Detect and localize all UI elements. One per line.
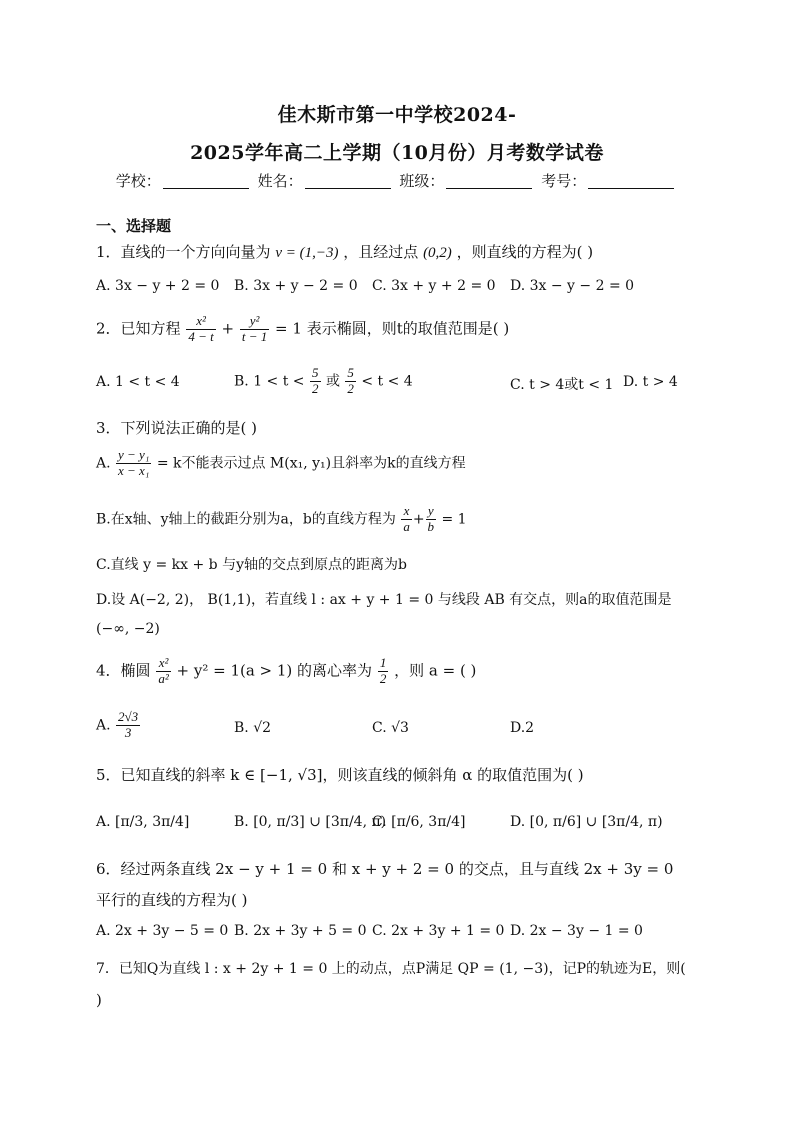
number-blank[interactable]	[588, 172, 674, 189]
question-5-option-d[interactable]: D. [0, π/6] ∪ [3π/4, π)	[510, 814, 663, 830]
name-label: 姓名：	[257, 172, 303, 190]
question-1-option-b[interactable]: B. 3x + y − 2 = 0	[234, 278, 358, 294]
student-info-row	[0, 170, 794, 191]
fraction: $\frac{\text{x²}}{4 - t}$	[188, 313, 214, 344]
question-5-stem: 5．已知直线的斜率 k ∈ [−1, √3]，则该直线的倾斜角 α 的取值范围为( )	[96, 766, 584, 784]
question-7-stem-line1: 7．已知Q为直线 l : x + 2y + 1 = 0 上的动点，点P满足 QP = (1, −3)，记P的轨迹为E，则(	[96, 961, 686, 977]
question-4-option-b[interactable]: B. √2	[234, 720, 272, 736]
direction-vector: v = (1,−3)	[275, 245, 339, 261]
question-4-option-d[interactable]: D.2	[510, 720, 535, 736]
fraction: $\frac{\text{y²}}{t - 1}$	[241, 313, 268, 344]
question-6-stem-line2: 平行的直线的方程为( )	[96, 891, 248, 909]
question-2-option-b[interactable]: B. 1 < t < $\frac{5}{2}$ 或 $\frac{5}{2}$ < t < 4	[234, 365, 413, 396]
question-2-option-d[interactable]: D. t > 4	[623, 374, 678, 390]
question-1-option-a[interactable]: A. 3x − y + 2 = 0	[96, 278, 220, 294]
question-2-option-a[interactable]: A. 1 < t < 4	[96, 374, 180, 390]
question-4-option-a[interactable]: A. $\frac{2√3}{3}$	[96, 709, 139, 740]
question-1-option-c[interactable]: C. 3x + y + 2 = 0	[372, 278, 496, 294]
question-3-option-b[interactable]: B.在x轴、y轴上的截距分别为a，b的直线方程为 $\frac{x}{a}$ + $\frac{y}{b}$ = 1	[96, 503, 467, 534]
question-3-stem: 3．下列说法正确的是( )	[96, 419, 258, 437]
question-4-option-c[interactable]: C. √3	[372, 720, 409, 736]
question-3-option-a[interactable]: A. $\frac{\text{y − y₁}}{\text{x − x₁}}$ = k不能表示过点 M(x₁, y₁)且斜率为k的直线方程	[96, 447, 466, 478]
question-7-stem-line2: )	[96, 991, 102, 1009]
question-3-option-d-range: (−∞, −2)	[96, 621, 160, 637]
question-5-option-b[interactable]: B. [0, π/3] ∪ [3π/4, π)	[234, 814, 387, 830]
school-blank[interactable]	[163, 172, 249, 189]
question-6-stem-line1: 6．经过两条直线 2x − y + 1 = 0 和 x + y + 2 = 0 的交点，且与直线 2x + 3y = 0	[96, 860, 674, 878]
school-label: 学校：	[115, 172, 161, 190]
question-6-option-c[interactable]: C. 2x + 3y + 1 = 0	[372, 923, 505, 939]
question-3-option-c[interactable]: C.直线 y = kx + b 与y轴的交点到原点的距离为b	[96, 557, 407, 573]
question-3-option-d[interactable]: D.设 A(−2, 2)， B(1,1)，若直线 l : ax + y + 1 = 0 与线段 AB 有交点，则a的取值范围是	[96, 592, 672, 608]
number-label: 考号：	[541, 172, 587, 190]
question-1-option-d[interactable]: D. 3x − y − 2 = 0	[510, 278, 635, 294]
section-title: 一、选择题	[96, 217, 172, 235]
question-4-stem: 4．椭圆 $\frac{\text{x²}}{\text{a²}}$ + y² = 1(a > 1) 的离心率为 $\frac{1}{2}$ ，则 a = ( )	[96, 655, 477, 686]
question-6-option-d[interactable]: D. 2x − 3y − 1 = 0	[510, 923, 643, 939]
question-5-option-a[interactable]: A. [π/3, 3π/4]	[96, 814, 190, 830]
question-1-stem: 1．直线的一个方向向量为 v = (1,−3) ，且经过点 (0,2) ，则直线的方程为( )	[96, 243, 594, 261]
question-5-option-c[interactable]: C. [π/6, 3π/4]	[372, 814, 466, 830]
exam-title-line1: 佳木斯市第一中学校2024-	[277, 104, 517, 126]
question-6-option-b[interactable]: B. 2x + 3y + 5 = 0	[234, 923, 367, 939]
class-label: 班级：	[399, 172, 445, 190]
question-6-option-a[interactable]: A. 2x + 3y − 5 = 0	[96, 923, 229, 939]
name-blank[interactable]	[305, 172, 391, 189]
question-2-stem: 2．已知方程 $\frac{\text{x²}}{4 - t}$ + $\frac{\text{y²}}{t - 1}$ = 1 表示椭圆，则t的取值范围是( )	[96, 313, 510, 344]
exam-title-line2: 2025学年高二上学期（10月份）月考数学试卷	[190, 142, 604, 164]
class-blank[interactable]	[446, 172, 532, 189]
question-2-option-c[interactable]: C. t > 4或t < 1	[510, 377, 614, 393]
